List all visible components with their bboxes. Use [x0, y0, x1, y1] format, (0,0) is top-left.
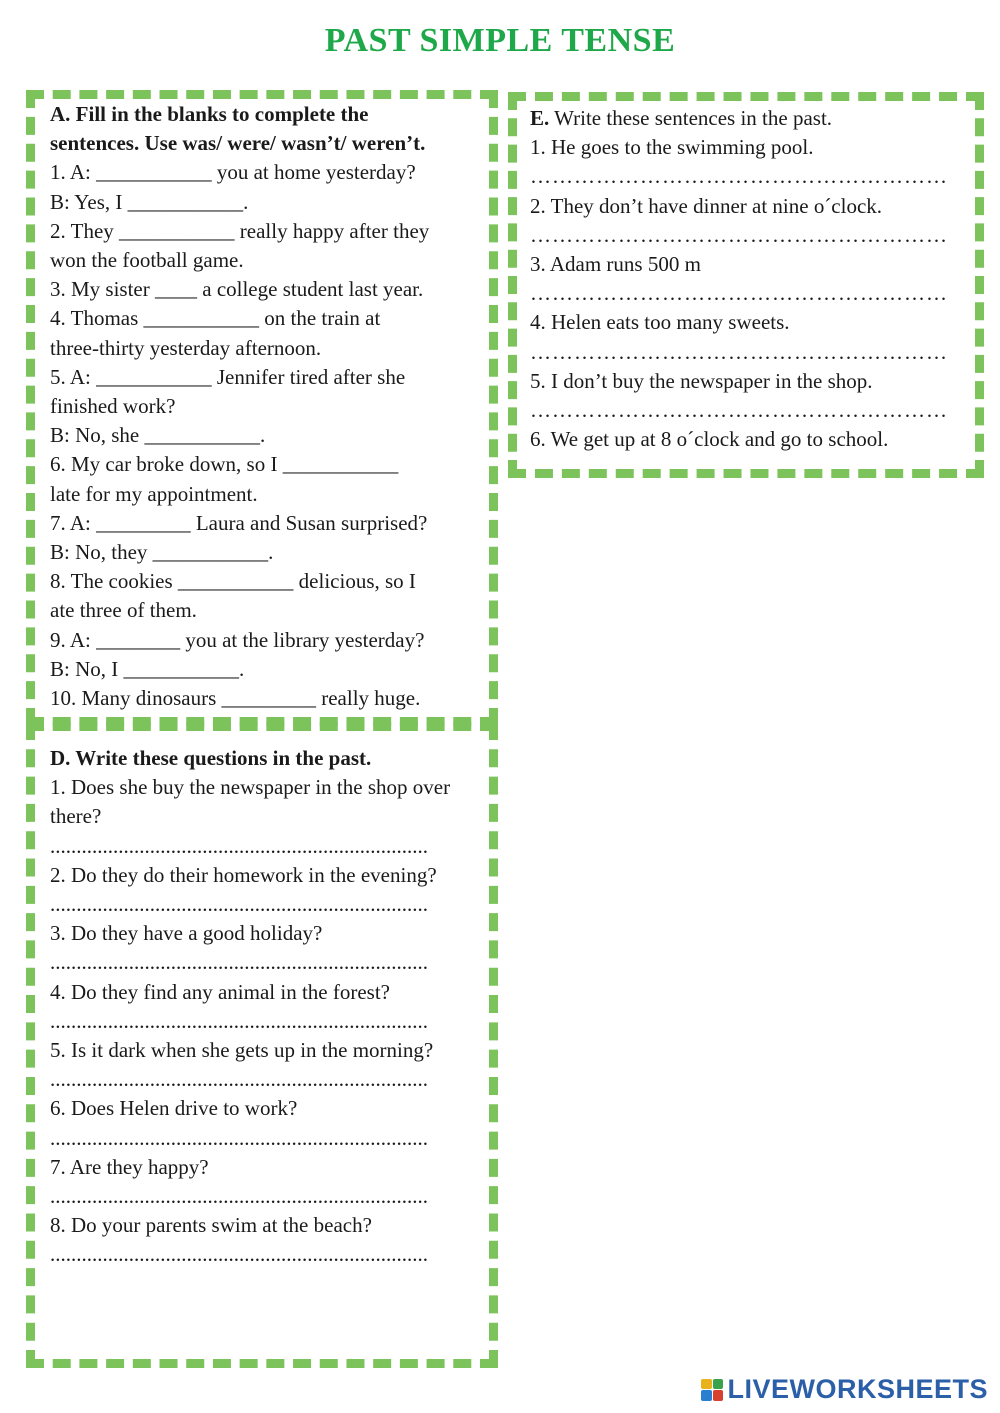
section-a-line: 8. The cookies ___________ delicious, so I: [50, 569, 416, 594]
section-e-label: E.: [530, 106, 550, 130]
sentence-item: 3. Adam runs 500 m: [530, 252, 701, 277]
section-a: [50, 100, 480, 713]
answer-line[interactable]: …………………………………………………: [530, 164, 948, 189]
sentence-item: 1. He goes to the swimming pool.: [530, 135, 814, 160]
logo-square: [713, 1379, 724, 1390]
question-item: 6. Does Helen drive to work?: [50, 1096, 298, 1121]
logo-square: [701, 1379, 712, 1390]
answer-line[interactable]: …………………………………………………: [530, 281, 948, 306]
answer-line[interactable]: …………………………………………………: [530, 398, 948, 423]
answer-line[interactable]: …………………………………………………: [530, 339, 948, 364]
logo-square: [713, 1390, 724, 1401]
question-item: 2. Do they do their homework in the evening?: [50, 862, 437, 887]
question-item: 8. Do your parents swim at the beach?: [50, 1213, 372, 1238]
sentence-item: 6. We get up at 8 o´clock and go to school.: [530, 427, 889, 452]
section-a-line: B: No, they ___________.: [50, 540, 274, 565]
section-a-line: 7. A: _________ Laura and Susan surprised?: [50, 510, 428, 535]
answer-line[interactable]: ........................................................................: [50, 1067, 428, 1092]
section-a-line: late for my appointment.: [50, 481, 258, 506]
section-a-line: 9. A: ________ you at the library yesterday?: [50, 627, 425, 652]
section-a-line: 1. A: ___________ you at home yesterday?: [50, 160, 416, 185]
brand-name: LIVEWORKSHEETS: [727, 1374, 988, 1404]
sentence-item: 2. They don’t have dinner at nine o´clock.: [530, 193, 883, 218]
answer-line[interactable]: …………………………………………………: [530, 222, 948, 247]
logo-square: [701, 1390, 712, 1401]
sentence-item: 4. Helen eats too many sweets.: [530, 310, 790, 335]
answer-line[interactable]: ........................................................................: [50, 1125, 428, 1150]
answer-line[interactable]: ........................................................................: [50, 1184, 428, 1209]
section-e: [530, 104, 960, 454]
liveworksheets-logo-icon: [701, 1379, 723, 1401]
section-e-heading-text: Write these sentences in the past.: [554, 106, 833, 130]
section-a-line: ate three of them.: [50, 598, 197, 623]
question-item: 4. Do they find any animal in the forest?: [50, 979, 390, 1004]
section-a-heading-line: A. Fill in the blanks to complete the: [50, 102, 369, 126]
section-e-heading: [530, 104, 960, 133]
answer-line[interactable]: ........................................................................: [50, 950, 428, 975]
question-item: 7. Are they happy?: [50, 1154, 209, 1179]
section-a-line: three-thirty yesterday afternoon.: [50, 335, 322, 360]
sentence-item: 5. I don’t buy the newspaper in the shop.: [530, 368, 873, 393]
section-a-line: finished work?: [50, 394, 176, 419]
liveworksheets-logo: [701, 1374, 988, 1405]
question-item: 3. Do they have a good holiday?: [50, 921, 323, 946]
answer-line[interactable]: ........................................................................: [50, 1008, 428, 1033]
section-a-line: 10. Many dinosaurs _________ really huge.: [50, 686, 421, 711]
section-a-line: 6. My car broke down, so I ___________: [50, 452, 399, 477]
section-a-heading-line: sentences. Use was/ were/ wasn’t/ weren’t.: [50, 131, 426, 156]
section-a-line: 5. A: ___________ Jennifer tired after she: [50, 364, 406, 389]
section-a-line: 3. My sister ____ a college student last year.: [50, 277, 424, 302]
section-a-line: B: No, I ___________.: [50, 656, 245, 681]
answer-line[interactable]: ........................................................................: [50, 892, 428, 917]
section-a-line: B: Yes, I ___________.: [50, 189, 249, 214]
section-a-line: 2. They ___________ really happy after they: [50, 218, 430, 243]
section-a-line: 4. Thomas ___________ on the train at: [50, 306, 381, 331]
answer-line[interactable]: ........................................................................: [50, 833, 428, 858]
section-a-line: won the football game.: [50, 248, 244, 273]
question-item: 5. Is it dark when she gets up in the morning?: [50, 1038, 434, 1063]
section-d-heading: D. Write these questions in the past.: [50, 746, 372, 770]
section-d: [50, 744, 475, 1270]
answer-line[interactable]: ........................................................................: [50, 1242, 428, 1267]
question-item: 1. Does she buy the newspaper in the shop over there?: [50, 775, 451, 829]
worksheet-title: PAST SIMPLE TENSE: [324, 22, 676, 59]
section-a-line: B: No, she ___________.: [50, 423, 266, 448]
